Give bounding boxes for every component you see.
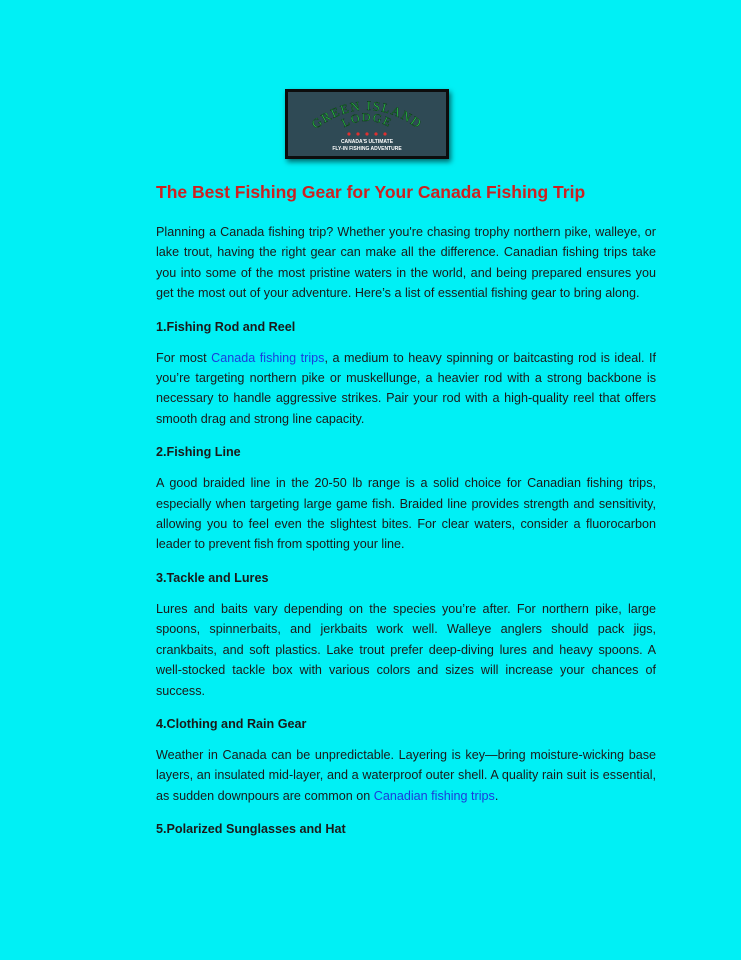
- svg-text:CANADA'S ULTIMATE: CANADA'S ULTIMATE: [340, 139, 394, 145]
- star-row-icon: [347, 132, 386, 135]
- section-text-rod-reel: [156, 348, 656, 430]
- section-heading-clothing: 4.Clothing and Rain Gear: [156, 716, 307, 731]
- lodge-logo-graphic: [288, 92, 446, 156]
- intro-paragraph: Planning a Canada fishing trip? Whether you're chasing trophy northern pike, walleye, or lake trout, having the right gear can make all the difference. Canadian fishing trips take you into some of the most pristine waters in the world, and being prepared ensures you get the most out of your adventure. Here’s a list of essential fishing gear to bring along.: [156, 225, 656, 301]
- text-span: For most: [156, 350, 212, 365]
- article-title: The Best Fishing Gear for Your Canada Fishing Trip: [156, 182, 586, 202]
- section-text-tackle-lures: Lures and baits vary depending on the species you’re after. For northern pike, large spoons, spinnerbaits, and jerkbaits work well. Walleye anglers should pack jigs, crankbaits, and soft plastics. Lake trout prefer deep-diving lures and heavy spoons. A well-stocked tackle box with various colors and sizes will increase your chances of success.: [156, 601, 656, 698]
- svg-text:LODGE: LODGE: [339, 110, 395, 131]
- section-heading-tackle-lures: 3.Tackle and Lures: [156, 570, 269, 585]
- lodge-logo: [285, 89, 449, 159]
- article: [156, 180, 656, 839]
- section-heading-sunglasses-hat: 5.Polarized Sunglasses and Hat: [156, 822, 346, 837]
- section-heading-fishing-line: 2.Fishing Line: [156, 445, 241, 460]
- text-span: .: [494, 788, 499, 803]
- canada-fishing-trips-link[interactable]: Canada fishing trips: [211, 350, 325, 365]
- svg-text:GREEN ISLAND: GREEN ISLAND: [308, 97, 426, 132]
- canadian-fishing-trips-link[interactable]: Canadian fishing trips: [373, 788, 495, 803]
- section-text-clothing: [156, 745, 656, 806]
- section-heading-rod-reel: 1.Fishing Rod and Reel: [156, 319, 296, 334]
- text-span: Weather in Canada can be unpredictable. Layering is key—bring moisture-wicking base layers, an insulated mid-layer, and a waterproof outer shell. A quality rain suit is essential, as sudden downpours are common on: [156, 747, 656, 803]
- section-text-fishing-line: A good braided line in the 20-50 lb range is a solid choice for Canadian fishing trips, especially when targeting large game fish. Braided line provides strength and sensitivity, allowing you to feel even the slightest bites. For clear waters, consider a fluorocarbon leader to prevent fish from spotting your line.: [156, 476, 656, 552]
- text-span: , a medium to heavy spinning or baitcasting rod is ideal. If you’re targeting northern pike or muskellunge, a heavier rod with a strong backbone is necessary to handle aggressive strikes. Pair your rod with a high-quality reel that offers smooth drag and strong line capacity.: [156, 350, 656, 426]
- svg-text:FLY-IN FISHING ADVENTURE: FLY-IN FISHING ADVENTURE: [332, 146, 402, 152]
